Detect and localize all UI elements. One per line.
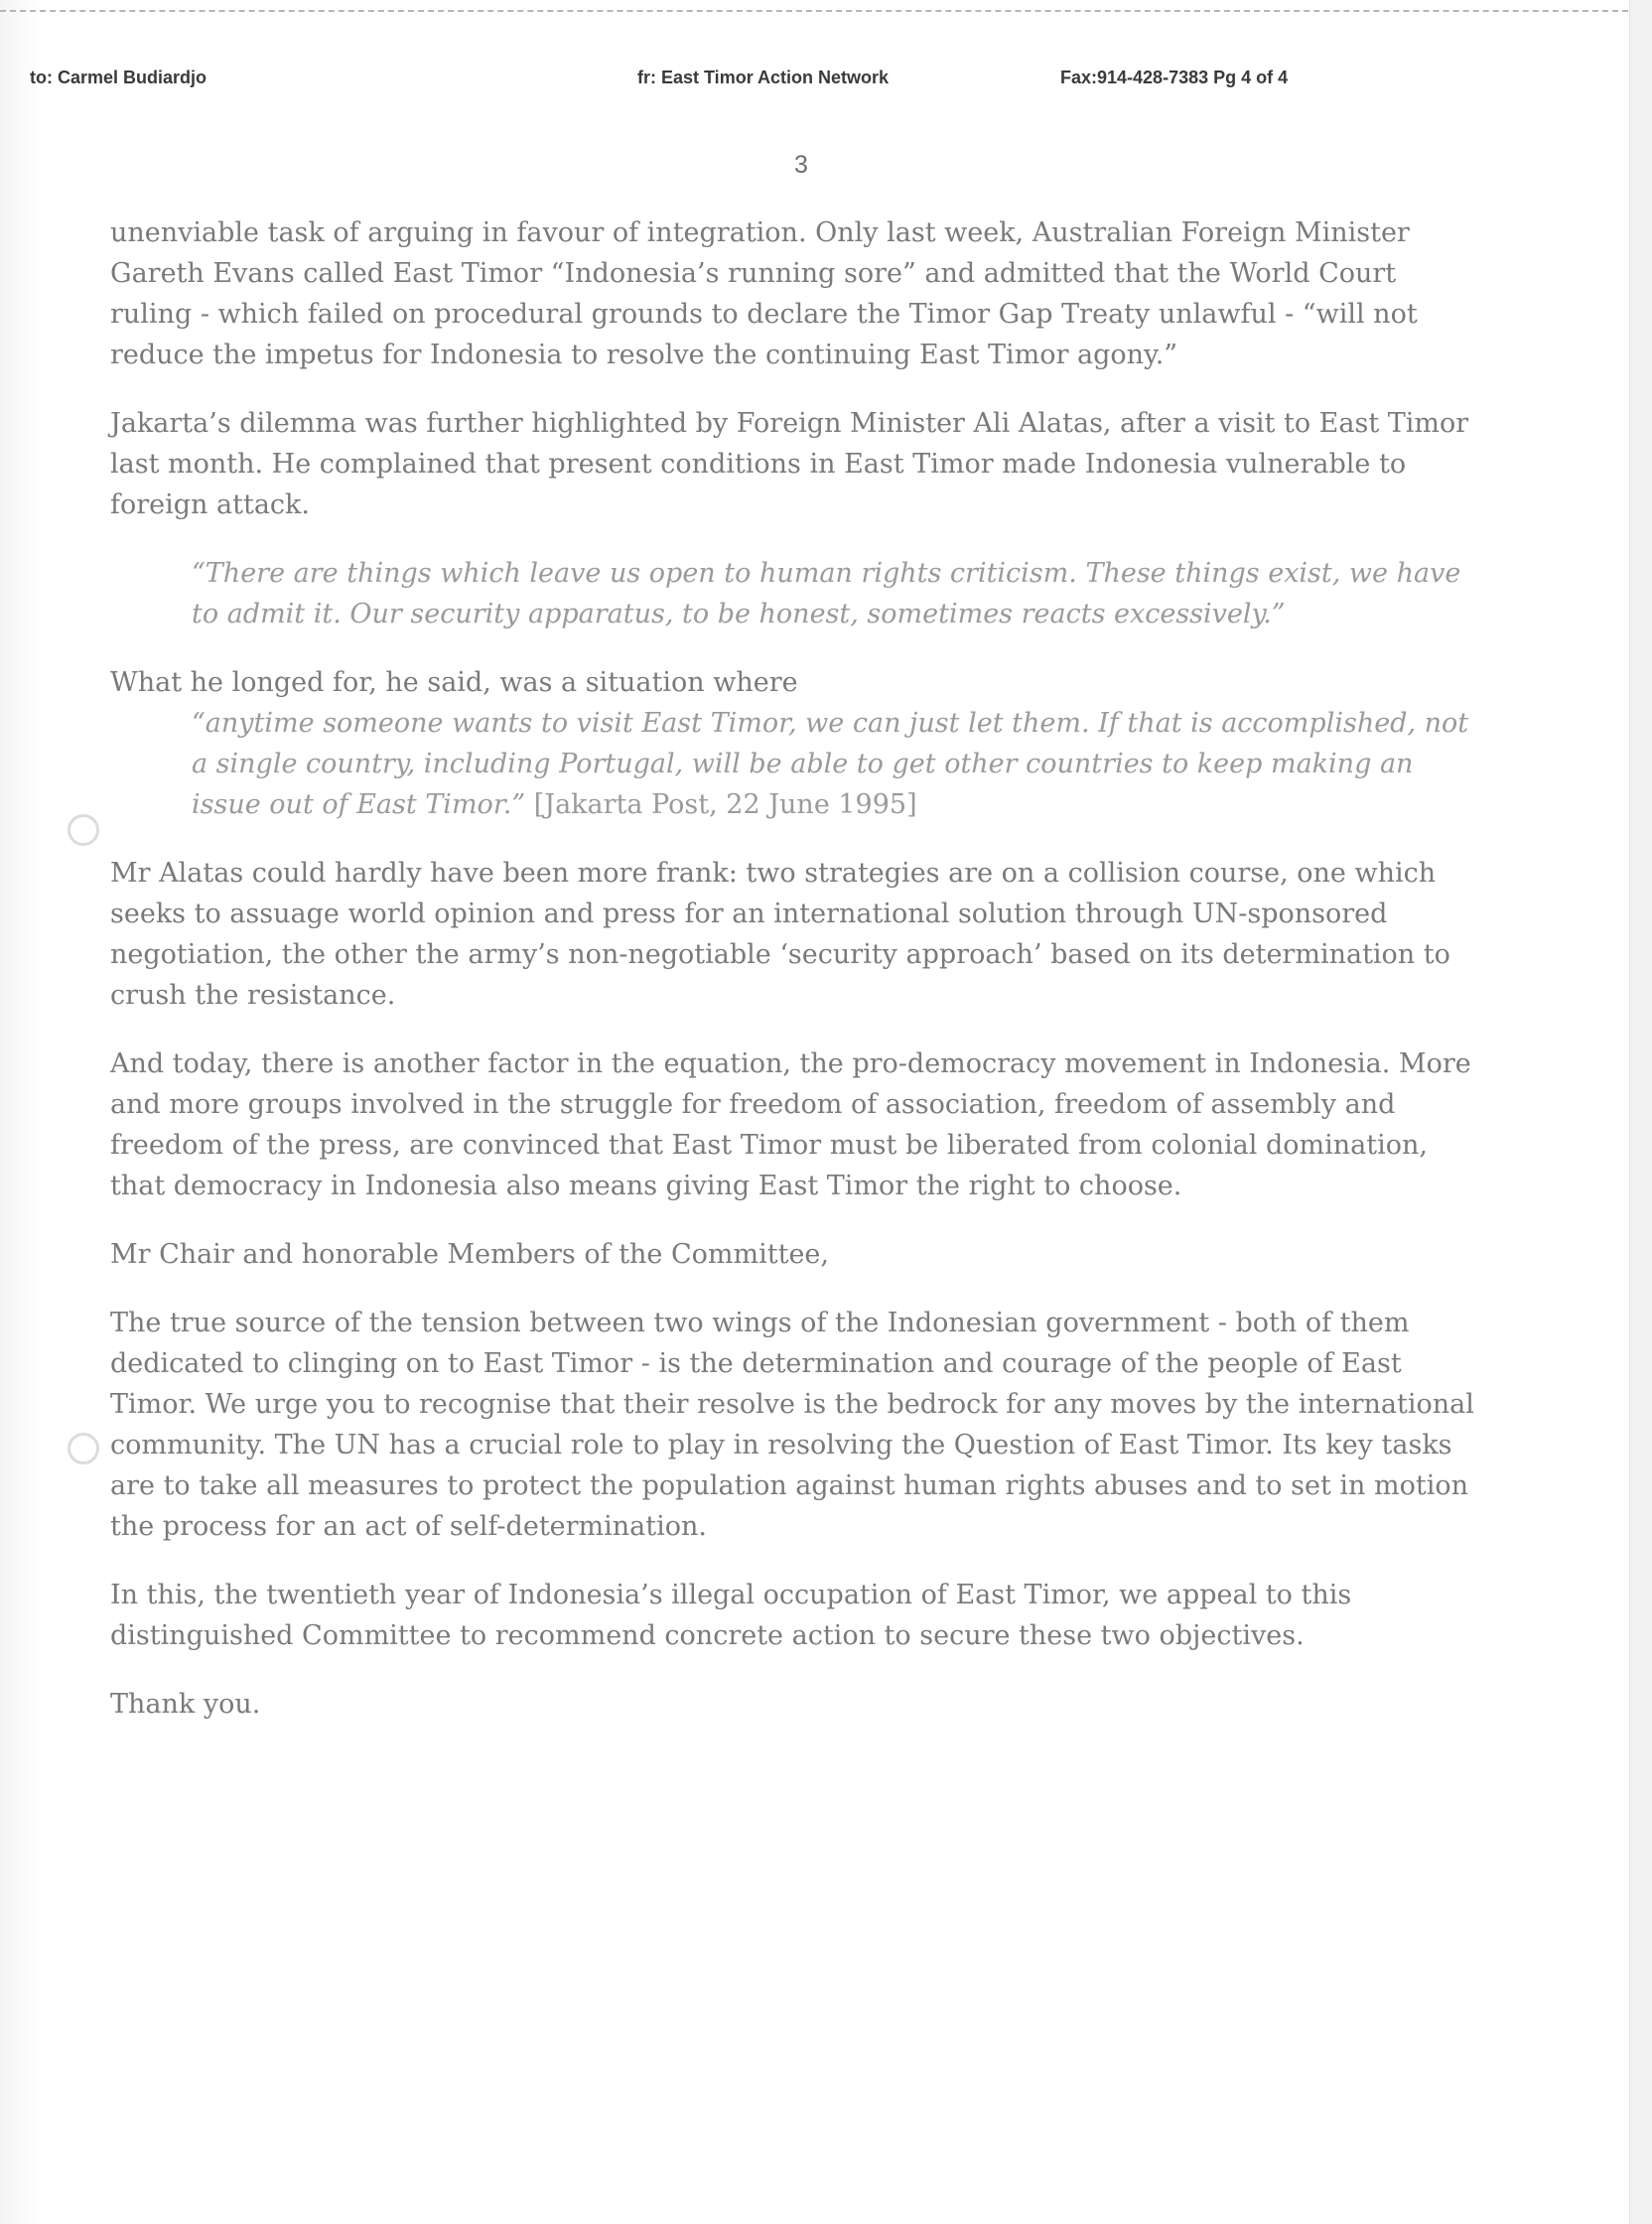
fax-number-page: Fax:914-428-7383 Pg 4 of 4	[1060, 68, 1289, 87]
punch-hole	[68, 814, 99, 846]
paragraph: What he longed for, he said, was a situation where	[110, 667, 798, 698]
page-number: 3	[794, 151, 808, 179]
block-quote: “There are things which leave us open to human rights criticism. These things exist, we have to admit it. Our security apparatus, to be honest, sometimes reacts excessively.”	[192, 558, 1461, 629]
paragraph: The true source of the tension between two wings of the Indonesian government - both of them dedicated to clinging on to East Timor - is the determination and courage of the people of East Timor. We urge you to recognise that their resolve is the bedrock for any moves by the international community. The UN has a crucial role to play in resolving the Question of East Timor. Its key tasks are to take all measures to protect the population against human rights abuses and to set in motion the process for an act of self-determination.	[110, 1308, 1474, 1542]
quote-text: “anytime someone wants to visit East Timor, we can just let them. If that is accomplished, not a single country, including Portugal, will be able to get other countries to keep making an issue out of East Timor.”	[192, 708, 1469, 820]
paragraph: Mr Alatas could hardly have been more frank: two strategies are on a collision course, one which seeks to assuage world opinion and press for an international solution through UN-sponsored negotiation, the other the army’s non-negotiable ‘security approach’ based on its determination to crush the resistance.	[110, 858, 1450, 1011]
paragraph: In this, the twentieth year of Indonesia’s illegal occupation of East Timor, we appeal to this distinguished Committee to recommend concrete action to secure these two objectives.	[110, 1580, 1352, 1651]
paragraph: Jakarta’s dilemma was further highlighted by Foreign Minister Ali Alatas, after a visit to East Timor last month. He complained that present conditions in East Timor made Indonesia vulnerable to foreign attack.	[110, 408, 1469, 520]
paragraph: unenviable task of arguing in favour of integration. Only last week, Australian Foreign Minister Gareth Evans called East Timor “Indonesia’s running sore” and admitted that the World Court ruling - which failed on procedural grounds to declare the Timor Gap Treaty unlawful - “will not reduce the impetus for Indonesia to resolve the continuing East Timor agony.”	[110, 217, 1418, 370]
fax-recipient: to: Carmel Budiardjo	[30, 68, 207, 87]
scan-shadow	[0, 0, 40, 2224]
block-quote	[192, 703, 1480, 825]
quote-citation: [Jakarta Post, 22 June 1995]	[525, 789, 917, 820]
paragraph: And today, there is another factor in the equation, the pro-democracy movement in Indonesia. More and more groups involved in the struggle for freedom of association, freedom of assembly and freedom of the press, are convinced that East Timor must be liberated from colonial domination, that democracy in Indonesia also means giving East Timor the right to choose.	[110, 1048, 1471, 1201]
fax-sender: fr: East Timor Action Network	[637, 68, 890, 87]
letter-body	[110, 212, 1480, 1752]
closing: Thank you.	[110, 1689, 261, 1720]
fax-header	[0, 68, 1652, 97]
punch-hole	[68, 1433, 99, 1464]
paper-edge	[1629, 0, 1652, 2224]
fax-top-rule	[0, 10, 1628, 12]
salutation: Mr Chair and honorable Members of the Committee,	[110, 1239, 829, 1270]
